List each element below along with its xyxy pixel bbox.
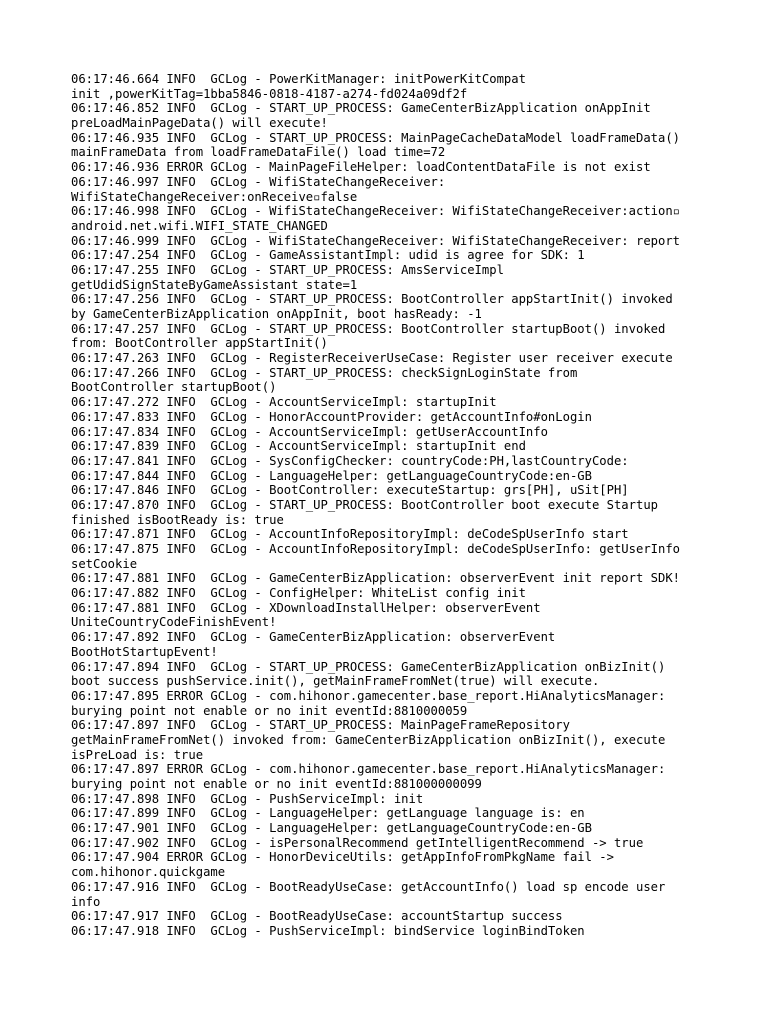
log-line: 06:17:46.936 ERROR GCLog - MainPageFileHelper: loadContentDataFile is not exist [71, 160, 651, 175]
log-line: setCookie [71, 556, 138, 571]
log-line: 06:17:47.904 ERROR GCLog - HonorDeviceUtils: getAppInfoFromPkgName fail -> [71, 850, 614, 865]
log-line: 06:17:47.875 INFO GCLog - AccountInfoRepositoryImpl: deCodeSpUserInfo: getUserInfo [71, 542, 681, 556]
log-line: 06:17:47.902 INFO GCLog - isPersonalRecommend getIntelligentRecommend -> true [71, 835, 644, 850]
log-line: 06:17:47.272 INFO GCLog - AccountServiceImpl: startupInit [71, 395, 497, 410]
log-line: getMainFrameFromNet() invoked from: GameCenterBizApplication onBizInit(), execute [71, 732, 666, 747]
log-line: 06:17:47.255 INFO GCLog - START_UP_PROCESS: AmsServiceImpl [71, 262, 504, 277]
log-line: burying point not enable or no init eventId:8810000059 [71, 703, 468, 718]
log-text-block [71, 72, 711, 939]
log-line: preLoadMainPageData() will execute! [71, 116, 328, 131]
log-line: WifiStateChangeReceiver:onReceive▫false [71, 189, 358, 204]
log-line: boot success pushService.init(), getMainFrameFromNet(true) will execute. [71, 674, 600, 689]
log-line: UniteCountryCodeFinishEvent! [71, 615, 277, 630]
log-line: 06:17:47.846 INFO GCLog - BootController: executeStartup: grs[PH], uSit[PH] [71, 483, 629, 498]
log-line: 06:17:47.844 INFO GCLog - LanguageHelper: getLanguageCountryCode:en-GB [71, 468, 592, 483]
log-line: 06:17:47.899 INFO GCLog - LanguageHelper: getLanguage language is: en [71, 806, 585, 821]
log-line: BootHotStartupEvent! [71, 644, 218, 659]
log-line: 06:17:46.997 INFO GCLog - WifiStateChangeReceiver: [71, 174, 446, 189]
log-line: 06:17:47.918 INFO GCLog - PushServiceImpl: bindService loginBindToken [71, 923, 585, 938]
log-line: info [71, 894, 101, 909]
log-line: burying point not enable or no init eventId:881000000099 [71, 777, 482, 791]
log-line: 06:17:46.935 INFO GCLog - START_UP_PROCESS: MainPageCacheDataModel loadFrameData() [71, 130, 681, 145]
log-line: isPreLoad is: true [71, 747, 204, 762]
log-line: init ,powerKitTag=1bba5846-0818-4187-a274-fd024a09df2f [71, 86, 468, 101]
log-line: 06:17:47.833 INFO GCLog - HonorAccountProvider: getAccountInfo#onLogin [71, 409, 592, 424]
log-line: finished isBootReady is: true [71, 512, 284, 527]
log-line: 06:17:47.870 INFO GCLog - START_UP_PROCESS: BootController boot execute Startup [71, 497, 658, 512]
log-line: from: BootController appStartInit() [71, 336, 328, 351]
log-line: 06:17:47.892 INFO GCLog - GameCenterBizApplication: observerEvent [71, 630, 556, 645]
log-line: 06:17:47.895 ERROR GCLog - com.hihonor.gamecenter.base_report.HiAnalyticsManager: [71, 688, 666, 703]
log-line: 06:17:47.901 INFO GCLog - LanguageHelper: getLanguageCountryCode:en-GB [71, 821, 592, 836]
log-line: by GameCenterBizApplication onAppInit, boot hasReady: -1 [71, 307, 482, 321]
log-line: 06:17:46.999 INFO GCLog - WifiStateChangeReceiver: WifiStateChangeReceiver: report [71, 233, 681, 248]
log-line: 06:17:47.881 INFO GCLog - GameCenterBizApplication: observerEvent init report SDK! [71, 571, 681, 586]
log-line: 06:17:47.266 INFO GCLog - START_UP_PROCESS: checkSignLoginState from [71, 365, 578, 380]
log-line: 06:17:47.881 INFO GCLog - XDownloadInstallHelper: observerEvent [71, 600, 541, 615]
log-line: 06:17:46.852 INFO GCLog - START_UP_PROCESS: GameCenterBizApplication onAppInit [71, 101, 651, 116]
log-line: 06:17:47.897 ERROR GCLog - com.hihonor.gamecenter.base_report.HiAnalyticsManager: [71, 762, 666, 777]
log-line: 06:17:46.998 INFO GCLog - WifiStateChangeReceiver: WifiStateChangeReceiver:action▫ [71, 204, 681, 219]
log-line: 06:17:47.839 INFO GCLog - AccountServiceImpl: startupInit end [71, 439, 526, 454]
log-line: 06:17:47.263 INFO GCLog - RegisterReceiverUseCase: Register user receiver execute [71, 351, 673, 366]
log-line: 06:17:47.882 INFO GCLog - ConfigHelper: WhiteList config init [71, 586, 526, 601]
log-line: 06:17:47.894 INFO GCLog - START_UP_PROCESS: GameCenterBizApplication onBizInit() [71, 659, 666, 674]
log-line: 06:17:47.256 INFO GCLog - START_UP_PROCESS: BootController appStartInit() invoked [71, 292, 673, 307]
log-line: 06:17:47.257 INFO GCLog - START_UP_PROCESS: BootController startupBoot() invoked [71, 321, 666, 336]
log-line: 06:17:46.664 INFO GCLog - PowerKitManager: initPowerKitCompat [71, 72, 526, 86]
log-line: 06:17:47.254 INFO GCLog - GameAssistantImpl: udid is agree for SDK: 1 [71, 248, 585, 263]
log-line: 06:17:47.897 INFO GCLog - START_UP_PROCESS: MainPageFrameRepository [71, 718, 570, 733]
log-line: getUdidSignStateByGameAssistant state=1 [71, 277, 358, 292]
log-line: mainFrameData from loadFrameDataFile() load time=72 [71, 145, 446, 160]
log-line: com.hihonor.quickgame [71, 865, 226, 880]
log-line: 06:17:47.898 INFO GCLog - PushServiceImpl: init [71, 791, 424, 806]
log-line: 06:17:47.841 INFO GCLog - SysConfigChecker: countryCode:PH,lastCountryCode: [71, 453, 629, 468]
log-line: 06:17:47.916 INFO GCLog - BootReadyUseCase: getAccountInfo() load sp encode user [71, 879, 666, 894]
log-line: 06:17:47.834 INFO GCLog - AccountServiceImpl: getUserAccountInfo [71, 424, 548, 439]
log-line: BootController startupBoot() [71, 380, 277, 395]
log-line: android.net.wifi.WIFI_STATE_CHANGED [71, 218, 328, 233]
log-line: 06:17:47.871 INFO GCLog - AccountInfoRepositoryImpl: deCodeSpUserInfo start [71, 527, 629, 542]
log-line: 06:17:47.917 INFO GCLog - BootReadyUseCase: accountStartup success [71, 909, 563, 924]
